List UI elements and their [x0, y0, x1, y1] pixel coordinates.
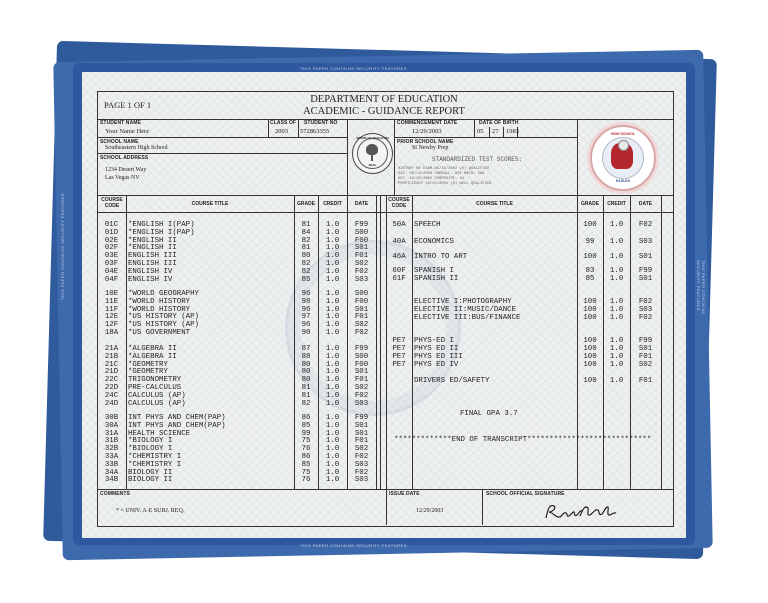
- left-course-title: TRIGONOMETRY: [128, 376, 182, 385]
- left-course-credit: 1.0: [325, 399, 340, 408]
- right-course-code: PE7: [392, 361, 406, 369]
- right-course-code: PE7: [392, 345, 406, 353]
- official-signature: [540, 500, 620, 522]
- right-course-title: INTRO TO ART: [414, 253, 468, 261]
- right-course-grade: 100: [583, 253, 597, 261]
- right-title-header: COURSE TITLE: [476, 201, 513, 207]
- left-course-date: S03: [354, 476, 369, 485]
- left-course-code: 11F: [104, 305, 119, 314]
- left-course-title: *WORLD HISTORY: [128, 305, 191, 314]
- commencement-label: COMMENCEMENT DATE: [397, 120, 458, 126]
- right-course-code: 40A: [392, 237, 406, 246]
- left-course-title: *GEOMETRY: [128, 360, 168, 369]
- left-course-grade: 82: [301, 260, 311, 268]
- left-course-date: F02: [354, 267, 369, 276]
- security-text-left: THIS PAPER CONTAINS SECURITY FEATURES: [60, 193, 65, 300]
- student-name-label: STUDENT NAME: [100, 120, 141, 126]
- left-course-title: INT PHYS AND CHEM(PAP): [128, 421, 226, 430]
- right-course-code: PE7: [392, 353, 406, 361]
- left-course-credit: 1.0: [325, 453, 340, 461]
- info-vline-5: [474, 119, 475, 137]
- right-course-credit: 1.0: [609, 253, 624, 261]
- right-course-title: ELECTIVE III:BUS/FINANCE: [414, 314, 521, 322]
- left-course-date: F00: [354, 236, 369, 245]
- right-course-date: F01: [638, 353, 653, 361]
- right-course-grade: 100: [583, 314, 597, 322]
- right-credit-header: CREDIT: [607, 201, 626, 207]
- info-vline-6: [577, 119, 578, 195]
- table-bottom-line: [97, 489, 673, 490]
- seal-top-text: BOARD OF EDUCATION: [356, 136, 389, 140]
- left-course-code: 18A: [104, 329, 119, 337]
- right-course-title: DRIVERS ED/SAFETY: [414, 377, 490, 385]
- left-course-date: S01: [354, 368, 369, 377]
- info-divider-1: [97, 137, 347, 138]
- left-course-code: 24D: [104, 399, 119, 408]
- left-course-grade: 81: [301, 384, 311, 392]
- left-course-date: S02: [354, 384, 369, 392]
- left-course-code: 01D: [104, 228, 119, 237]
- left-course-credit: 1.0: [325, 421, 340, 430]
- left-course-code: 31B: [104, 437, 119, 446]
- left-course-title: PRE-CALCULUS: [128, 384, 182, 392]
- left-course-grade: 84: [301, 228, 311, 237]
- left-course-code: 31A: [104, 429, 119, 438]
- left-course-grade: 85: [301, 275, 311, 284]
- right-course-date: F01: [638, 377, 653, 385]
- left-course-title: *ALGEBRA II: [128, 352, 177, 361]
- right-course-date: S01: [638, 275, 653, 283]
- left-course-code: 34A: [104, 468, 119, 477]
- left-course-title: INT PHYS AND CHEM(PAP): [128, 414, 226, 422]
- comments-label: COMMENTS: [100, 491, 130, 497]
- left-course-grade: 81: [301, 391, 311, 400]
- left-course-code: 03F: [104, 260, 119, 268]
- left-course-title: *ENGLISH II: [128, 244, 177, 253]
- left-course-date: S00: [354, 290, 369, 298]
- class-of-label: CLASS OF: [270, 120, 297, 126]
- left-course-credit: 1.0: [325, 244, 340, 253]
- right-course-grade: 99: [585, 237, 595, 246]
- left-course-credit: 1.0: [325, 252, 340, 261]
- left-course-grade: 81: [301, 244, 311, 253]
- left-course-grade: 75: [301, 468, 311, 477]
- left-course-grade: 86: [301, 453, 311, 461]
- right-course-grade: 83: [585, 267, 595, 275]
- security-text-right: THIS PAPER CONTAINS SECURITY FEATURES: [696, 260, 706, 315]
- left-course-code: 11E: [104, 297, 119, 306]
- right-course-credit: 1.0: [609, 361, 624, 369]
- end-of-transcript: *************END OF TRANSCRIPT****************************: [394, 436, 652, 444]
- right-course-grade: 100: [583, 377, 597, 385]
- left-course-code: 01C: [104, 221, 119, 229]
- dob-month: 05: [477, 128, 484, 135]
- right-course-date: S02: [638, 361, 653, 369]
- right-course-credit: 1.0: [609, 267, 624, 275]
- left-course-grade: 76: [301, 476, 311, 485]
- left-course-credit: 1.0: [325, 376, 340, 385]
- left-course-grade: 96: [301, 290, 311, 298]
- left-course-code: 22D: [104, 384, 119, 392]
- left-course-title: *ENGLISH I(PAP): [128, 221, 195, 229]
- left-course-grade: 80: [301, 360, 311, 369]
- left-course-credit: 1.0: [325, 445, 340, 454]
- right-date-header: DATE: [638, 201, 653, 207]
- left-course-code: 21A: [104, 345, 119, 353]
- footer-vline-1: [386, 489, 387, 525]
- left-course-date: S02: [354, 260, 369, 268]
- left-course-credit: 1.0: [325, 391, 340, 400]
- dob-vline-2: [503, 127, 504, 137]
- left-course-code: 10E: [104, 290, 119, 298]
- left-course-grade: 82: [301, 267, 311, 276]
- right-course-title: SPANISH I: [414, 267, 454, 275]
- left-course-credit: 1.0: [325, 429, 340, 438]
- left-course-title: *CHEMISTRY I: [128, 460, 182, 469]
- left-course-grade: 82: [301, 236, 311, 245]
- left-course-title: *BIOLOGY I: [128, 437, 173, 446]
- left-course-date: S01: [354, 421, 369, 430]
- test-scores-heading: STANDARDIZED TEST SCORES:: [432, 156, 523, 163]
- left-course-date: S02: [354, 321, 369, 330]
- left-course-grade: 80: [301, 252, 311, 261]
- class-of: 2003: [275, 128, 288, 135]
- left-course-title: *ALGEBRA II: [128, 345, 177, 353]
- left-course-code: 12F: [104, 321, 119, 330]
- right-course-grade: 100: [583, 353, 597, 361]
- left-course-credit: 1.0: [325, 305, 340, 314]
- right-course-date: S01: [638, 253, 653, 261]
- left-course-grade: 76: [301, 445, 311, 454]
- issue-date-label: ISSUE DATE: [389, 491, 420, 497]
- security-text-bottom: THIS PAPER CONTAINS SECURITY FEATURES: [300, 543, 407, 548]
- left-course-title: CALCULUS (AP): [128, 391, 186, 400]
- right-course-title: PHYS ED III: [414, 353, 463, 361]
- right-grade-header: GRADE: [580, 201, 600, 207]
- left-course-code: 30A: [104, 421, 119, 430]
- left-col-line-1: [126, 195, 127, 489]
- right-course-code: 60F: [392, 267, 406, 275]
- right-course-credit: 1.0: [609, 221, 624, 229]
- final-gpa: FINAL GPA 3.7: [460, 410, 518, 418]
- left-course-title: *GEOMETRY: [128, 368, 168, 377]
- dob-day: 27: [492, 128, 499, 135]
- left-course-grade: 96: [301, 321, 311, 330]
- left-course-date: S01: [354, 429, 369, 438]
- left-course-date: F00: [354, 360, 369, 369]
- left-course-code: 24C: [104, 391, 119, 400]
- left-credit-header: CREDIT: [323, 201, 342, 207]
- left-course-credit: 1.0: [325, 221, 340, 229]
- left-course-date: F02: [354, 391, 369, 400]
- right-course-date: S03: [638, 237, 653, 246]
- right-course-date: S03: [638, 306, 653, 314]
- security-text-top: THIS PAPER CONTAINS SECURITY FEATURES: [300, 66, 407, 71]
- left-course-title: *ENGLISH II: [128, 236, 177, 245]
- dob-label: DATE OF BIRTH: [479, 120, 519, 126]
- left-course-grade: 96: [301, 305, 311, 314]
- commencement-date: 12/29/2003: [412, 128, 442, 135]
- table-header-line: [97, 212, 673, 213]
- test-line-2: SAT- 05/12/2003 OVERALL: 635 MATH: 590: [398, 172, 485, 176]
- right-course-grade: 100: [583, 345, 597, 353]
- right-course-title: ELECTIVE II:MUSIC/DANCE: [414, 306, 517, 314]
- right-course-title: SPANISH II: [414, 275, 459, 283]
- left-course-grade: 97: [301, 313, 311, 322]
- document-title: DEPARTMENT OF EDUCATION: [310, 94, 458, 105]
- right-course-grade: 100: [583, 337, 597, 345]
- left-course-credit: 1.0: [325, 368, 340, 377]
- left-course-code: 04E: [104, 267, 119, 276]
- left-course-date: F01: [354, 376, 369, 385]
- prior-school-name: St Newby Prep: [412, 145, 449, 151]
- prior-school-label: PRIOR SCHOOL NAME: [397, 139, 454, 145]
- info-vline-2: [298, 119, 299, 137]
- left-course-credit: 1.0: [325, 384, 340, 392]
- school-emblem: [590, 125, 656, 191]
- left-course-title: ENGLISH III: [128, 252, 177, 261]
- left-course-code: 21D: [104, 368, 119, 377]
- left-course-grade: 85: [301, 421, 311, 430]
- right-course-date: F02: [638, 314, 653, 322]
- right-course-code: 61F: [392, 275, 406, 283]
- left-course-credit: 1.0: [325, 437, 340, 446]
- left-course-date: F99: [354, 221, 369, 229]
- left-course-date: F02: [354, 468, 369, 477]
- left-course-grade: 99: [301, 429, 311, 438]
- address-line-1: 1234 Desert Way: [105, 167, 147, 173]
- left-course-date: S01: [354, 305, 369, 314]
- left-grade-header: GRADE: [296, 201, 316, 207]
- left-title-header: COURSE TITLE: [191, 201, 229, 207]
- right-code-header: COURSE CODE: [388, 197, 410, 209]
- right-course-title: SPEECH: [414, 221, 441, 229]
- right-course-credit: 1.0: [609, 306, 624, 314]
- seal-bottom-text: SEAL: [368, 163, 377, 167]
- right-course-date: F02: [638, 221, 653, 229]
- left-course-date: F99: [354, 345, 369, 353]
- left-course-title: ENGLISH IV: [128, 275, 173, 284]
- left-course-code: 34B: [104, 476, 119, 485]
- right-course-credit: 1.0: [609, 314, 624, 322]
- right-course-title: PHYS ED II: [414, 345, 459, 353]
- left-course-code: 22C: [104, 376, 119, 385]
- left-course-title: CALCULUS (AP): [128, 399, 186, 408]
- right-course-code: 46A: [392, 253, 406, 261]
- left-course-grade: 87: [301, 345, 311, 353]
- left-course-code: 30B: [104, 414, 119, 422]
- left-course-grade: 98: [301, 297, 311, 306]
- right-course-title: PHYS-ED I: [414, 337, 454, 345]
- left-course-credit: 1.0: [325, 329, 340, 337]
- right-course-title: ECONOMICS: [414, 237, 454, 246]
- student-number: 572863355: [300, 128, 330, 135]
- right-course-grade: 100: [583, 361, 597, 369]
- left-course-grade: 82: [301, 399, 311, 408]
- left-course-grade: 86: [301, 414, 311, 422]
- table-top-line: [97, 195, 673, 196]
- left-course-grade: 81: [301, 221, 311, 229]
- right-course-grade: 100: [583, 306, 597, 314]
- right-course-grade: 100: [583, 221, 597, 229]
- left-course-code: 21B: [104, 352, 119, 361]
- left-course-grade: 88: [301, 352, 311, 361]
- test-line-1: HISTORY RE EXAM-05/25/2002 (S) QUALIFIED: [398, 167, 490, 171]
- right-course-credit: 1.0: [609, 237, 624, 246]
- left-course-grade: 75: [301, 437, 311, 446]
- right-course-date: F99: [638, 337, 653, 345]
- left-course-credit: 1.0: [325, 313, 340, 322]
- left-date-header: DATE: [354, 201, 369, 207]
- left-course-date: S03: [354, 460, 369, 469]
- left-course-date: S00: [354, 228, 369, 237]
- issue-date: 12/29/2003: [416, 508, 444, 514]
- right-course-date: F99: [638, 267, 653, 275]
- document-subtitle: ACADEMIC - GUIDANCE REPORT: [303, 106, 465, 117]
- left-course-grade: 90: [301, 329, 311, 337]
- school-name: Southeastern High School: [105, 145, 168, 151]
- left-course-code: 04F: [104, 275, 119, 284]
- right-course-date: F02: [638, 298, 653, 306]
- left-course-credit: 1.0: [325, 290, 340, 298]
- page-number: PAGE 1 OF 1: [104, 100, 152, 110]
- left-course-date: S03: [354, 275, 369, 284]
- right-course-credit: 1.0: [609, 353, 624, 361]
- left-course-title: BIOLOGY II: [128, 476, 173, 485]
- emblem-bottom-text: EAGLES: [616, 179, 630, 183]
- student-name: Your Name Here: [105, 128, 150, 135]
- test-line-4: PROFICIENCY 10/20/2001 (S) WELL QUALIFIED: [398, 182, 492, 186]
- right-course-credit: 1.0: [609, 345, 624, 353]
- right-course-code: 50A: [392, 221, 406, 229]
- dob-vline-1: [489, 127, 490, 137]
- left-course-credit: 1.0: [325, 267, 340, 276]
- left-course-code: 02E: [104, 236, 119, 245]
- test-line-3: ACT- 10/10/2002 COMPOSITE: 24: [398, 177, 465, 181]
- left-course-date: F99: [354, 414, 369, 422]
- left-course-credit: 1.0: [325, 360, 340, 369]
- left-col-line-5: [376, 195, 377, 489]
- left-course-date: S03: [354, 399, 369, 408]
- left-course-code: 32B: [104, 445, 119, 454]
- student-number-label: STUDENT NO: [304, 120, 338, 126]
- left-code-header: COURSE CODE: [101, 197, 123, 209]
- right-course-code: PE7: [392, 337, 406, 345]
- right-course-grade: 85: [585, 275, 595, 283]
- school-name-label: SCHOOL NAME: [100, 139, 139, 145]
- left-course-code: 03E: [104, 252, 119, 261]
- left-course-title: ENGLISH IV: [128, 267, 173, 276]
- left-course-title: ENGLISH III: [128, 260, 177, 268]
- left-course-grade: 85: [301, 460, 311, 469]
- left-course-credit: 1.0: [325, 236, 340, 245]
- left-course-title: *WORLD GEOGRAPHY: [128, 290, 199, 298]
- info-vline-3: [347, 119, 348, 195]
- left-course-credit: 1.0: [325, 352, 340, 361]
- left-course-date: F01: [354, 437, 369, 446]
- left-course-credit: 1.0: [325, 297, 340, 306]
- eagle-head-icon: [618, 140, 629, 151]
- school-address-label: SCHOOL ADDRESS: [100, 155, 149, 161]
- left-course-credit: 1.0: [325, 414, 340, 422]
- center-gutter-line: [380, 195, 381, 489]
- left-course-credit: 1.0: [325, 260, 340, 268]
- board-of-education-seal: [352, 133, 393, 174]
- right-course-date: S01: [638, 345, 653, 353]
- right-course-grade: 100: [583, 298, 597, 306]
- left-course-date: F02: [354, 329, 369, 337]
- right-col-line-2: [412, 195, 413, 489]
- left-course-title: *US HISTORY (AP): [128, 321, 199, 330]
- left-course-credit: 1.0: [325, 345, 340, 353]
- left-course-title: *US GOVERNMENT: [128, 329, 191, 337]
- emblem-top-text: HIGH SCHOOL: [611, 132, 635, 136]
- left-course-date: F01: [354, 252, 369, 261]
- left-course-date: S01: [354, 244, 369, 253]
- left-course-grade: 80: [301, 376, 311, 385]
- left-course-credit: 1.0: [325, 228, 340, 237]
- left-course-date: F01: [354, 313, 369, 322]
- right-col-line-6: [661, 195, 662, 489]
- right-course-credit: 1.0: [609, 275, 624, 283]
- left-course-credit: 1.0: [325, 468, 340, 477]
- left-course-title: *ENGLISH I(PAP): [128, 228, 195, 237]
- header-divider: [97, 119, 673, 120]
- left-course-credit: 1.0: [325, 321, 340, 330]
- right-course-title: ELECTIVE I:PHOTOGRAPHY: [414, 298, 512, 306]
- left-course-date: S00: [354, 352, 369, 361]
- info-divider-2: [97, 153, 347, 154]
- left-course-date: F00: [354, 297, 369, 306]
- left-course-code: 12E: [104, 313, 119, 322]
- info-divider-3: [394, 137, 577, 138]
- left-course-code: 33A: [104, 453, 119, 461]
- right-course-title: PHYS ED IV: [414, 361, 459, 369]
- left-course-title: *WORLD HISTORY: [128, 297, 191, 306]
- address-line-2: Las Vegas NV: [105, 175, 140, 181]
- right-course-credit: 1.0: [609, 337, 624, 345]
- left-course-code: 33B: [104, 460, 119, 469]
- left-course-credit: 1.0: [325, 460, 340, 469]
- footer-vline-2: [482, 489, 483, 525]
- info-vline-1: [268, 119, 269, 137]
- right-course-credit: 1.0: [609, 377, 624, 385]
- left-course-code: 21C: [104, 360, 119, 369]
- left-course-title: *BIOLOGY I: [128, 445, 173, 454]
- left-course-date: F02: [354, 453, 369, 461]
- info-vline-4: [394, 119, 395, 195]
- left-course-grade: 80: [301, 368, 311, 377]
- right-course-credit: 1.0: [609, 298, 624, 306]
- left-course-title: BIOLOGY II: [128, 468, 173, 477]
- left-course-code: 02F: [104, 244, 119, 253]
- comments-text: * = UNIV. A-E SUBJ. REQ.: [116, 508, 185, 514]
- left-course-credit: 1.0: [325, 476, 340, 485]
- left-course-credit: 1.0: [325, 275, 340, 284]
- left-course-date: S02: [354, 445, 369, 454]
- dob-year: 1983: [506, 128, 519, 135]
- signature-label: SCHOOL OFFICIAL SIGNATURE: [486, 491, 565, 497]
- left-course-title: *US HISTORY (AP): [128, 313, 199, 322]
- left-course-title: *CHEMISTRY I: [128, 453, 182, 461]
- left-course-title: HEALTH SCIENCE: [128, 429, 191, 438]
